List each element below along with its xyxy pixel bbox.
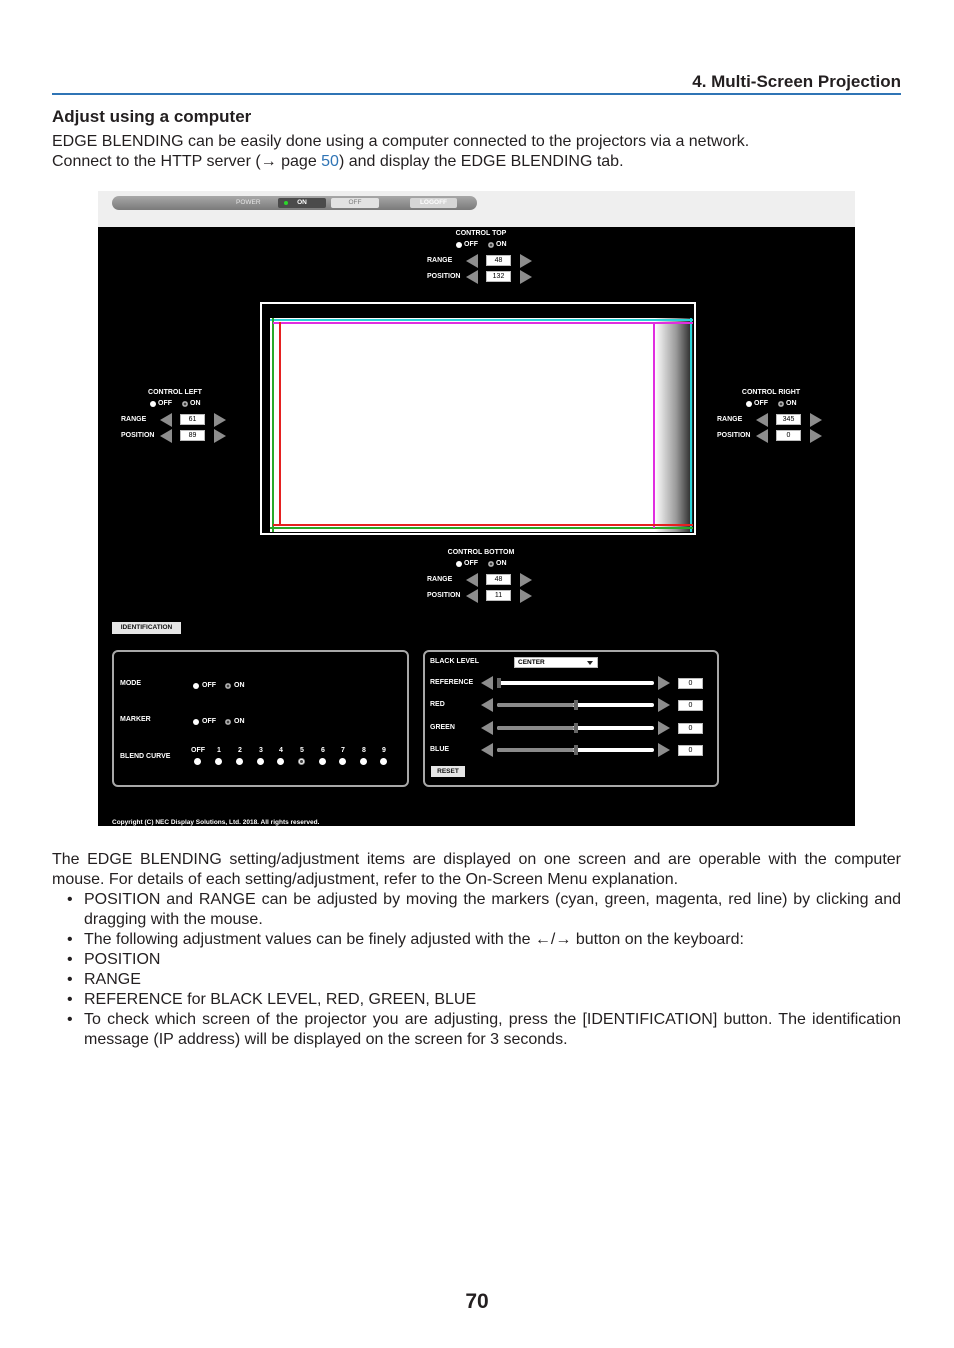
slider-thumb[interactable] (574, 723, 578, 733)
control-left-position-input[interactable]: 89 (180, 430, 205, 441)
page-number: 70 (465, 1290, 489, 1313)
slider-fill (497, 726, 574, 730)
control-bottom-title: CONTROL BOTTOM (447, 549, 515, 556)
control-right-position-label: POSITION (717, 432, 751, 439)
blue-value-input[interactable]: 0 (678, 745, 703, 756)
marker-on-label: ON (234, 718, 245, 725)
blend-curve-radio[interactable] (236, 758, 243, 765)
list-item: • To check which screen of the projector you are adjusting, press the [IDENTIFICATION] button. The identification message (IP address) will be displayed on the screen for 3 seconds. (52, 1010, 901, 1050)
cyan-marker-vertical[interactable] (690, 318, 692, 532)
mode-on-radio[interactable] (225, 683, 231, 689)
reference-slider[interactable] (497, 681, 654, 685)
black-level-select-value: CENTER (518, 659, 545, 666)
blend-curve-option-label: 4 (279, 747, 283, 754)
control-top-position-decrease-icon[interactable] (466, 270, 478, 284)
slider-thumb[interactable] (497, 678, 501, 688)
control-bottom-range-decrease-icon[interactable] (466, 573, 478, 587)
control-top-title: CONTROL TOP (455, 230, 507, 237)
green-label: GREEN (430, 724, 455, 731)
control-right-position-decrease-icon[interactable] (756, 429, 768, 443)
control-top-position-input[interactable]: 132 (486, 271, 511, 282)
slider-thumb[interactable] (574, 700, 578, 710)
control-right-range-decrease-icon[interactable] (756, 413, 768, 427)
blend-curve-option-label: 9 (382, 747, 386, 754)
cyan-marker-horizontal[interactable] (270, 319, 693, 321)
control-bottom-position-input[interactable]: 11 (486, 590, 511, 601)
control-bottom-position-decrease-icon[interactable] (466, 589, 478, 603)
slider-fill (497, 748, 574, 752)
control-left-position-increase-icon[interactable] (214, 429, 226, 443)
control-left-range-label: RANGE (121, 416, 147, 423)
red-marker-horizontal[interactable] (273, 524, 693, 526)
control-top-position-increase-icon[interactable] (520, 270, 532, 284)
blend-curve-radio[interactable] (194, 758, 201, 765)
blue-decrease-icon[interactable] (481, 743, 493, 757)
blend-curve-radio[interactable] (257, 758, 264, 765)
control-bottom-on-radio[interactable] (488, 561, 494, 567)
intro-line-2-start: Connect to the HTTP server (→ page (52, 153, 322, 170)
mode-off-radio[interactable] (193, 683, 199, 689)
power-off-button[interactable]: OFF (331, 198, 379, 208)
intro-line-1: EDGE BLENDING can be easily done using a computer connected to the projectors via a network. (52, 133, 750, 150)
control-left-title: CONTROL LEFT (148, 389, 202, 396)
black-level-panel (423, 650, 719, 787)
control-right-position-input[interactable]: 0 (776, 430, 801, 441)
reference-label: REFERENCE (430, 679, 474, 686)
blend-curve-option-label: 8 (362, 747, 366, 754)
control-right-on-radio[interactable] (778, 401, 784, 407)
marker-on-radio[interactable] (225, 719, 231, 725)
control-left-position-decrease-icon[interactable] (160, 429, 172, 443)
green-marker-vertical[interactable] (272, 318, 274, 532)
control-top-range-label: RANGE (427, 257, 453, 264)
settings-panel (112, 650, 409, 787)
list-item: • POSITION (52, 950, 901, 970)
red-value-input[interactable]: 0 (678, 700, 703, 711)
list-item: • REFERENCE for BLACK LEVEL, RED, GREEN, BLUE (52, 990, 901, 1010)
blend-curve-option-label: 2 (238, 747, 242, 754)
control-right-on-label: ON (786, 400, 797, 407)
blend-curve-radio[interactable] (215, 758, 222, 765)
control-right-range-input[interactable]: 345 (776, 414, 801, 425)
blend-curve-radio[interactable] (380, 758, 387, 765)
mode-label: MODE (120, 680, 141, 687)
control-bottom-range-label: RANGE (427, 576, 453, 583)
control-left-range-increase-icon[interactable] (214, 413, 226, 427)
control-top-position-label: POSITION (427, 273, 461, 280)
control-bottom-off-label: OFF (464, 560, 478, 567)
marker-off-label: OFF (202, 718, 216, 725)
blend-curve-option-label: 3 (259, 747, 263, 754)
control-bottom-range-input[interactable]: 48 (486, 574, 511, 585)
blend-curve-option-label: 5 (300, 747, 304, 754)
control-bottom-off-radio[interactable] (456, 561, 462, 567)
reset-button[interactable]: RESET (431, 766, 465, 777)
mode-off-label: OFF (202, 682, 216, 689)
red-marker-vertical[interactable] (279, 322, 281, 525)
control-right-title: CONTROL RIGHT (741, 389, 801, 396)
control-right-off-radio[interactable] (746, 401, 752, 407)
control-left-position-label: POSITION (121, 432, 155, 439)
control-left-on-radio[interactable] (182, 401, 188, 407)
bullet-list (52, 890, 901, 1050)
reference-increase-icon[interactable] (658, 676, 670, 690)
power-on-button[interactable] (278, 198, 326, 208)
power-bar (112, 196, 477, 210)
control-left-range-decrease-icon[interactable] (160, 413, 172, 427)
control-top-on-radio[interactable] (488, 242, 494, 248)
red-increase-icon[interactable] (658, 698, 670, 712)
control-right-position-increase-icon[interactable] (810, 429, 822, 443)
power-on-label: ON (297, 199, 307, 206)
body-text (52, 850, 901, 1050)
blue-slider[interactable] (497, 748, 654, 752)
control-right-group (717, 389, 827, 449)
control-bottom-on-label: ON (496, 560, 507, 567)
blend-curve-radio[interactable] (339, 758, 346, 765)
red-label: RED (430, 701, 445, 708)
control-left-range-input[interactable]: 61 (180, 414, 205, 425)
green-slider[interactable] (497, 726, 654, 730)
blend-curve-radio[interactable] (319, 758, 326, 765)
header-rule (52, 93, 901, 95)
red-decrease-icon[interactable] (481, 698, 493, 712)
control-top-range-decrease-icon[interactable] (466, 254, 478, 268)
magenta-marker-horizontal[interactable] (273, 322, 693, 324)
control-top-range-increase-icon[interactable] (520, 254, 532, 268)
page-heading: Adjust using a computer (52, 107, 252, 126)
intro-text (52, 132, 901, 172)
blend-curve-radio[interactable] (298, 758, 305, 765)
control-left-off-radio[interactable] (150, 401, 156, 407)
list-item: • The following adjustment values can be finely adjusted with the ←/→ button on the keyboard: (52, 930, 901, 950)
mode-on-label: ON (234, 682, 245, 689)
marker-off-radio[interactable] (193, 719, 199, 725)
blue-label: BLUE (430, 746, 450, 753)
marker-label: MARKER (120, 716, 151, 723)
reference-decrease-icon[interactable] (481, 676, 493, 690)
control-top-off-radio[interactable] (456, 242, 462, 248)
list-item: • RANGE (52, 970, 901, 990)
control-bottom-range-increase-icon[interactable] (520, 573, 532, 587)
top-bar (98, 191, 855, 227)
list-item: • POSITION and RANGE can be adjusted by moving the markers (cyan, green, magenta, red line) by clicking and dragging with the mouse. (52, 890, 901, 930)
green-increase-icon[interactable] (658, 721, 670, 735)
edge-blending-screenshot (98, 191, 855, 826)
control-left-off-label: OFF (158, 400, 172, 407)
magenta-marker-vertical[interactable] (653, 322, 655, 528)
control-right-off-label: OFF (754, 400, 768, 407)
control-top-on-label: ON (496, 241, 507, 248)
logoff-button[interactable]: LOGOFF (410, 198, 457, 208)
control-bottom-position-label: POSITION (427, 592, 461, 599)
copyright-notice: Copyright (C) NEC Display Solutions, Ltd. 2018. All rights reserved. (112, 819, 320, 826)
blend-curve-label: BLEND CURVE (120, 753, 171, 760)
identification-button[interactable]: IDENTIFICATION (112, 622, 181, 634)
control-bottom-position-increase-icon[interactable] (520, 589, 532, 603)
blend-curve-option-label: 1 (217, 747, 221, 754)
intro-line-2 (52, 152, 901, 172)
blue-increase-icon[interactable] (658, 743, 670, 757)
black-level-select[interactable] (514, 657, 598, 668)
page-link[interactable]: 50 (321, 153, 339, 170)
intro-line-2-end: ) and display the EDGE BLENDING tab. (338, 153, 624, 170)
black-level-label: BLACK LEVEL (430, 658, 479, 665)
red-slider[interactable] (497, 703, 654, 707)
control-top-group (427, 230, 537, 290)
control-right-range-label: RANGE (717, 416, 743, 423)
control-right-range-increase-icon[interactable] (810, 413, 822, 427)
control-top-off-label: OFF (464, 241, 478, 248)
blend-curve-radio[interactable] (277, 758, 284, 765)
chevron-down-icon (587, 661, 593, 665)
control-bottom-group (427, 549, 537, 609)
control-left-on-label: ON (190, 400, 201, 407)
blend-curve-option-label: 6 (321, 747, 325, 754)
slider-fill (497, 703, 574, 707)
blend-curve-option-label: OFF (191, 747, 205, 754)
blend-curve-radio[interactable] (360, 758, 367, 765)
blend-preview-screen[interactable] (270, 318, 693, 532)
green-decrease-icon[interactable] (481, 721, 493, 735)
blend-curve-option-label: 7 (341, 747, 345, 754)
control-top-range-input[interactable]: 48 (486, 255, 511, 266)
body-paragraph: The EDGE BLENDING setting/adjustment items are displayed on one screen and are operable with the computer mouse. For details of each setting/adjustment, refer to the On-Screen Menu explanation. (52, 851, 901, 888)
control-left-group (121, 389, 231, 449)
section-title: 4. Multi-Screen Projection (692, 72, 901, 91)
reference-value-input[interactable]: 0 (678, 678, 703, 689)
power-label: POWER (236, 199, 261, 206)
green-value-input[interactable]: 0 (678, 723, 703, 734)
slider-thumb[interactable] (574, 745, 578, 755)
green-marker-horizontal[interactable] (270, 527, 693, 529)
